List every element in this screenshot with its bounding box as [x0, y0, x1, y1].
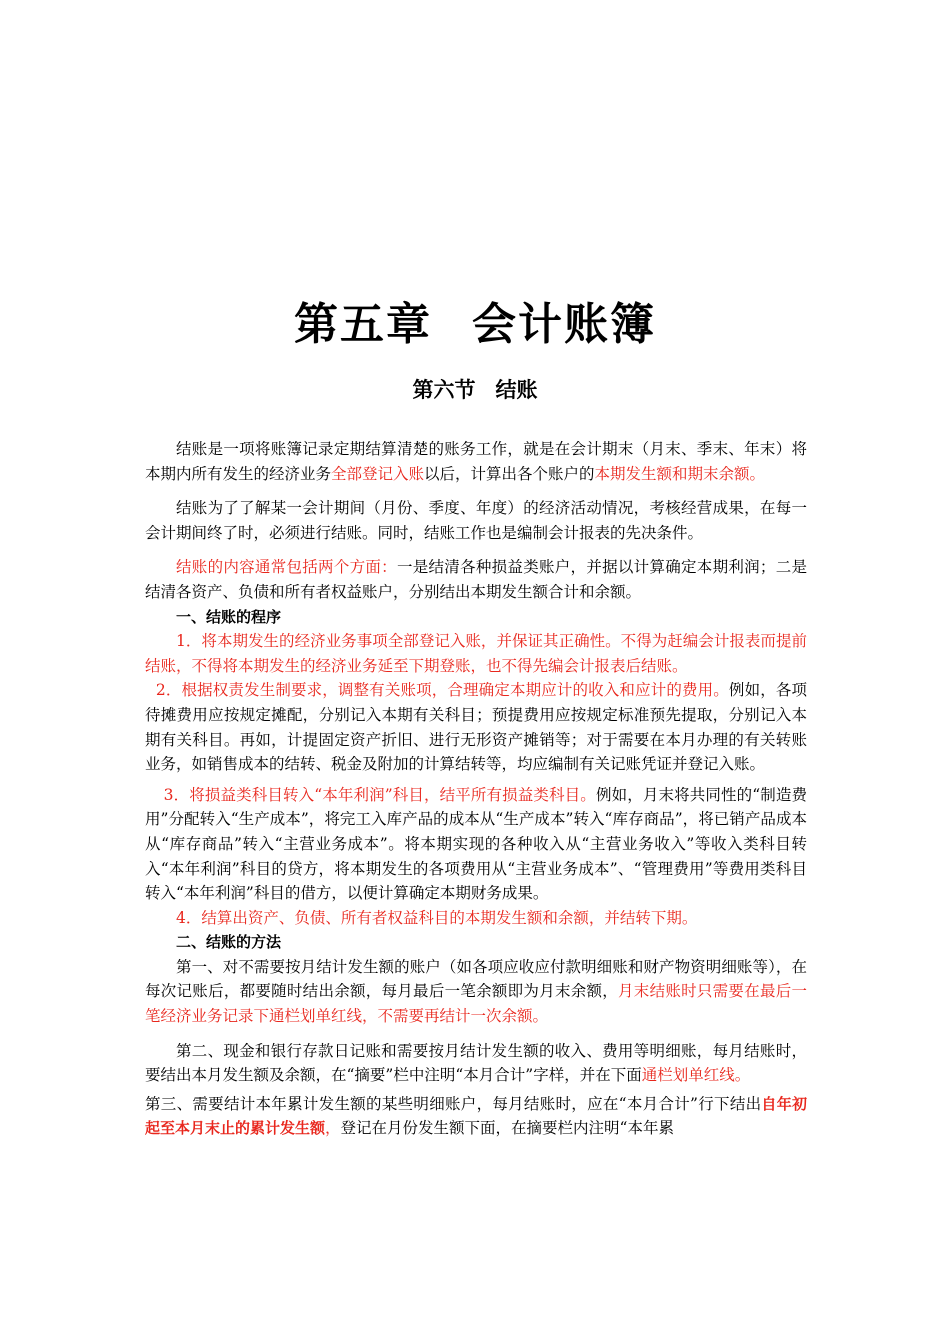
heading-methods: 二、结账的方法 [176, 933, 282, 952]
section-number: 第六节 [412, 378, 476, 402]
document-body [145, 437, 807, 1141]
procedure-step-2: 2．根据权责发生制要求，调整有关账项，合理确定本期应计的收入和应计的费用。例如，各项待摊费用应按规定摊配，分别记入本期有关科目；预提费用应按规定标准预先提取，分别记入本期有关科目。再如，计提固定资产折旧、进行无形资产摊销等；对于需要在本月办理的有关转账业务，如销售成本的结转、税金及附加的计算结转等，均应编制有关记账凭证并登记入账。 [145, 681, 807, 774]
highlight-text: 本期发生额和期末余额。 [594, 464, 766, 483]
paragraph-intro: 结账是一项将账簿记录定期结算清楚的账务工作，就是在会计期末（月末、季末、年末）将本期内所有发生的经济业务全部登记入账以后，计算出各个账户的本期发生额和期末余额。 [145, 440, 807, 483]
chapter-title [0, 288, 950, 352]
section-name: 结账 [495, 378, 538, 402]
highlight-text: 2．根据权责发生制要求，调整有关账项，合理确定本期应计的收入和应计的费用。 [155, 681, 729, 700]
procedure-step-4: 4．结算出资产、负债、所有者权益科目的本期发生额和余额，并结转下期。 [176, 908, 698, 927]
procedure-step-1: 1．将本期发生的经济业务事项全部登记入账，并保证其正确性。不得为赶编会计报表而提前结账，不得将本期发生的经济业务延至下期登账，也不得先编会计报表后结账。 [145, 632, 807, 675]
highlight-text: 全部登记入账 [331, 464, 425, 483]
highlight-text: 自年初起至本月末止的累计发生额 [145, 1094, 807, 1138]
chapter-number: 第五章 [294, 299, 432, 350]
chapter-name: 会计账簿 [472, 299, 656, 350]
heading-procedure: 一、结账的程序 [176, 607, 282, 626]
section-title [0, 374, 950, 404]
method-3: 第三、需要结计本年累计发生额的某些明细账户，每月结账时，应在“本月合计”行下结出自年初起至本月末止的累计发生额，登记在月份发生额下面，在摘要栏内注明“本年累 [145, 1094, 807, 1138]
highlight-text: 通栏划单红线。 [641, 1066, 751, 1085]
paragraph-content: 结账的内容通常包括两个方面：一是结清各种损益类账户，并据以计算确定本期利润；二是结清各资产、负债和所有者权益账户，分别结出本期发生额合计和余额。 [145, 558, 807, 601]
highlight-text: 3．将损益类科目转入“本年利润”科目，结平所有损益类科目。 [163, 785, 596, 804]
method-1: 第一、对不需要按月结计发生额的账户（如各项应收应付款明细账和财产物资明细账等），在每次记账后，都要随时结出余额，每月最后一笔余额即为月末余额，月末结账时只需要在最后一笔经济业务记录下通栏划单红线，不需要再结计一次余额。 [145, 957, 807, 1026]
method-2: 第二、现金和银行存款日记账和需要按月结计发生额的收入、费用等明细账，每月结账时，要结出本月发生额及余额，在“摘要”栏中注明“本月合计”字样，并在下面通栏划单红线。 [145, 1041, 807, 1085]
paragraph-purpose: 结账为了了解某一会计期间（月份、季度、年度）的经济活动情况，考核经营成果，在每一会计期间终了时，必须进行结账。同时，结账工作也是编制会计报表的先决条件。 [145, 499, 807, 542]
highlight-text: 月末结账时只需要在最后一笔经济业务记录下通栏划单红线，不需要再结计一次余额。 [145, 982, 807, 1026]
procedure-step-3: 3．将损益类科目转入“本年利润”科目，结平所有损益类科目。例如，月末将共同性的“制造费用”分配转入“生产成本”，将完工入库产品的成本从“生产成本”转入“库存商品”，将已销产品成本从“库存商品”转入“主营业务成本”。将本期实现的各种收入从“主营业务收入”等收入类科目转入“本年利润”科目的贷方，将本期发生的各项费用从“主营业务成本”、“管理费用”等费用类科目转入“本年利润”科目的借方，以便计算确定本期财务成果。 [145, 785, 807, 903]
method-3-tail: 登记在月份发生额下面，在摘要栏内注明“本年累 [340, 1119, 674, 1138]
highlight-text: 结账的内容通常包括两个方面： [176, 558, 397, 577]
